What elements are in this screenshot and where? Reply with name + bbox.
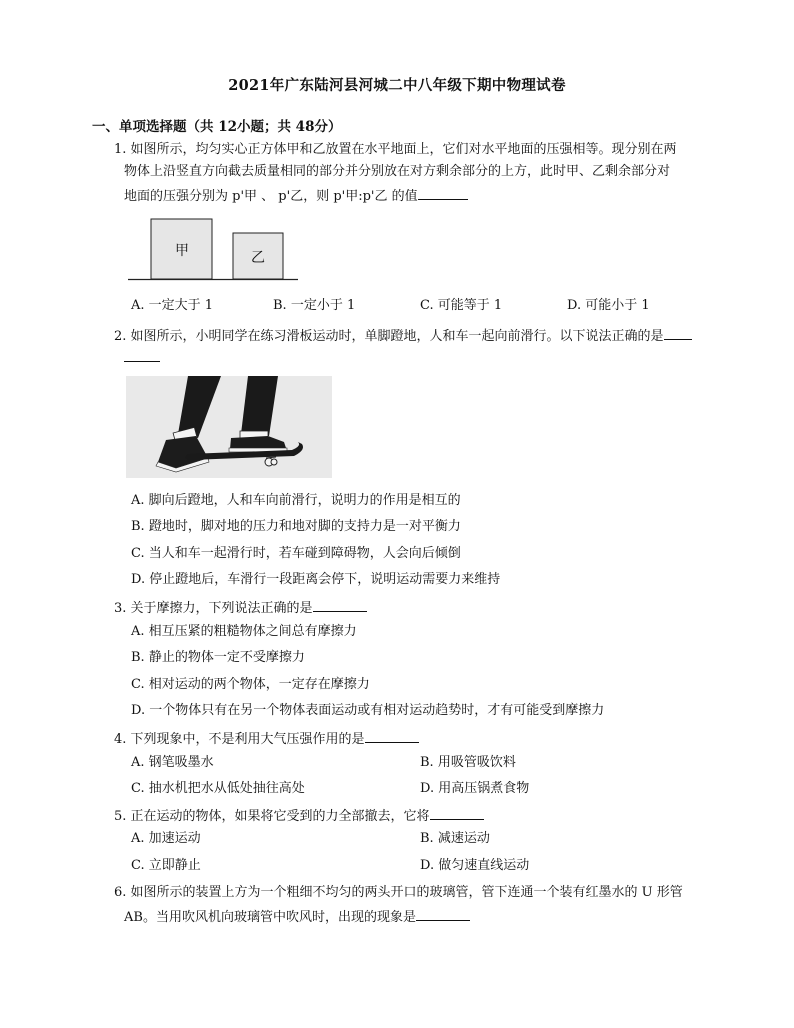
q2-line-1-wrap [114, 326, 692, 346]
q4-line-1-wrap [114, 729, 419, 749]
q1-line-3: 地面的压强分别为 p'甲 、 p'乙，则 p'甲:p'乙 的值 [124, 189, 418, 204]
q5-option-a: A. 加速运动 [131, 831, 201, 846]
q1-line-1: 1. 如图所示，均匀实心正方体甲和乙放置在水平地面上，它们对水平地面的压强相等。现分别在两 [114, 142, 677, 157]
page-title: 2021年广东陆河县河城二中八年级下期中物理试卷 [228, 77, 566, 94]
q6-line-1: 6. 如图所示的装置上方为一个粗细不均匀的两头开口的玻璃管，管下连通一个装有红墨水的 U 形管 [114, 885, 683, 900]
q1-option-b: B. 一定小于 1 [273, 298, 356, 313]
q4-option-c: C. 抽水机把水从低处抽往高处 [131, 781, 305, 796]
q3-line-1: 3. 关于摩擦力，下列说法正确的是 [114, 601, 313, 616]
q4-answer-blank [365, 729, 419, 743]
q1-option-a: A. 一定大于 1 [131, 298, 214, 313]
q5-option-b: B. 减速运动 [420, 831, 490, 846]
q2-answer-blank-part1 [664, 326, 692, 340]
q4-line-1: 4. 下列现象中，不是利用大气压强作用的是 [114, 732, 365, 747]
q2-answer-blank-part2 [124, 348, 160, 362]
q2-option-d: D. 停止蹬地后，车滑行一段距离会停下，说明运动需要力来维持 [131, 572, 501, 587]
q2-option-a: A. 脚向后蹬地，人和车向前滑行，说明力的作用是相互的 [131, 493, 461, 508]
q3-option-a: A. 相互压紧的粗糙物体之间总有摩擦力 [131, 624, 357, 639]
q4-option-b: B. 用吸管吸饮料 [420, 755, 516, 770]
q6-line-2-wrap [124, 907, 470, 927]
q5-line-1-wrap [114, 806, 484, 826]
q1-cubes-figure [128, 216, 298, 284]
q6-line-2: AB。当用吹风机向玻璃管中吹风时，出现的现象是 [124, 910, 416, 925]
q1-option-d: D. 可能小于 1 [567, 298, 650, 313]
q3-answer-blank [313, 598, 367, 612]
q2-line-1: 2. 如图所示，小明同学在练习滑板运动时，单脚蹬地，人和车一起向前滑行。以下说法正确的是 [114, 329, 664, 344]
q5-option-d: D. 做匀速直线运动 [420, 858, 530, 873]
q5-line-1: 5. 正在运动的物体，如果将它受到的力全部撤去，它将 [114, 809, 430, 824]
q3-option-c: C. 相对运动的两个物体，一定存在摩擦力 [131, 677, 370, 692]
q2-option-c: C. 当人和车一起滑行时，若车碰到障碍物，人会向后倾倒 [131, 546, 461, 561]
q4-option-a: A. 钢笔吸墨水 [131, 755, 214, 770]
q1-option-c: C. 可能等于 1 [420, 298, 503, 313]
q3-line-1-wrap [114, 598, 367, 618]
q5-option-c: C. 立即静止 [131, 858, 201, 873]
q2-option-b: B. 蹬地时，脚对地的压力和地对脚的支持力是一对平衡力 [131, 519, 461, 534]
q1-answer-blank [418, 186, 468, 200]
q3-option-d: D. 一个物体只有在另一个物体表面运动或有相对运动趋势时，才有可能受到摩擦力 [131, 703, 605, 718]
cube-jia-label: 甲 [175, 243, 189, 259]
q6-answer-blank [416, 907, 470, 921]
section-heading: 一、单项选择题（共 12小题；共 48分） [92, 119, 342, 135]
q1-line-2: 物体上沿竖直方向截去质量相同的部分并分别放在对方剩余部分的上方，此时甲、乙剩余部分对 [124, 164, 671, 179]
q2-blank-continuation [124, 348, 160, 368]
q2-skateboard-figure [126, 376, 332, 478]
q1-line-3-wrap [124, 186, 468, 206]
q4-option-d: D. 用高压锅煮食物 [420, 781, 530, 796]
q5-answer-blank [430, 806, 484, 820]
cube-yi-label: 乙 [251, 250, 265, 266]
q3-option-b: B. 静止的物体一定不受摩擦力 [131, 650, 305, 665]
